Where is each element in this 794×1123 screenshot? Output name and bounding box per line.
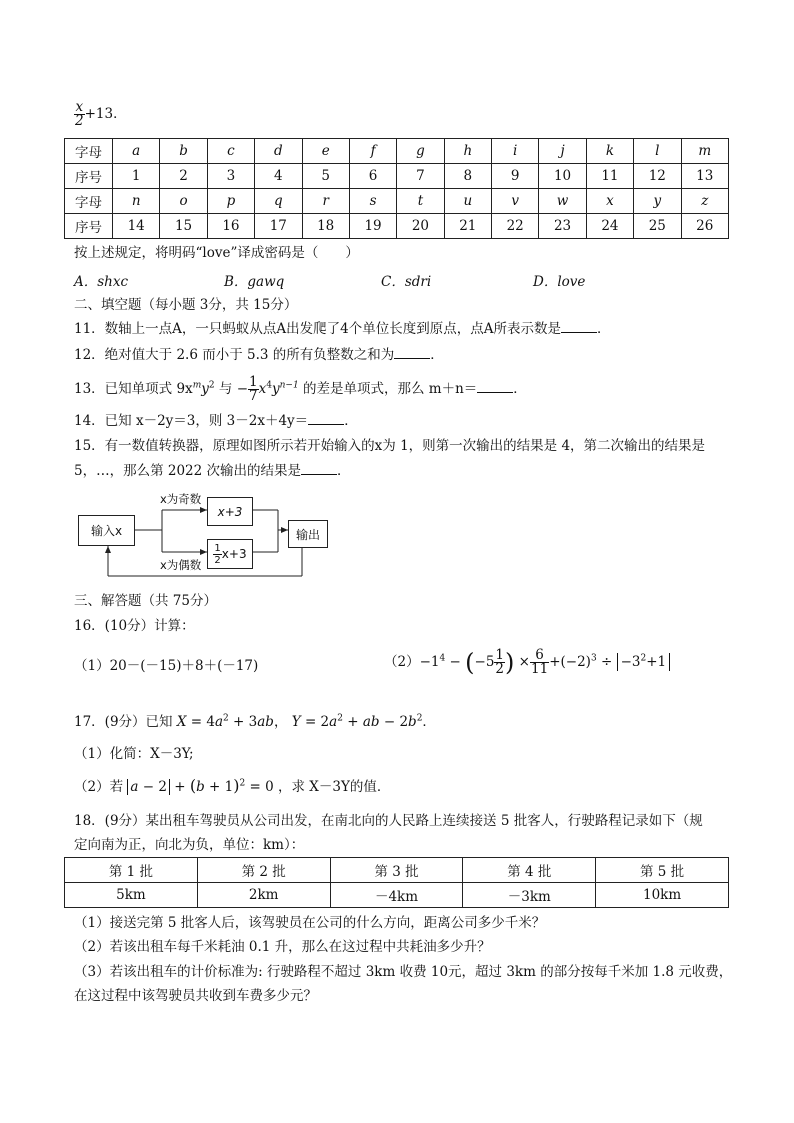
input-box: 输入x — [78, 515, 135, 546]
table-row — [65, 189, 729, 214]
q12: 12．绝对值大于 2.6 而小于 5.3 的所有负整数之和为 ． — [74, 347, 444, 363]
table-cell: 26 — [681, 214, 729, 239]
table-cell: 4 — [255, 164, 302, 189]
table-cell: l — [634, 139, 681, 164]
table-row — [65, 214, 729, 239]
q13: 13．已知单项式 $9x^my^2$ 与 − $\frac{1}{7}$ $x^4y^{n-1}$ 的差是单项式，那么 m＋n＝ ． — [74, 374, 527, 404]
row-header: 序号 — [65, 164, 113, 189]
table-cell: 17 — [255, 214, 302, 239]
table-header: 第 3 批 — [330, 858, 463, 883]
table-cell: j — [539, 139, 586, 164]
table-cell: 21 — [444, 214, 491, 239]
odd-box: x+3 — [207, 497, 253, 526]
table-cell: 5km — [65, 883, 198, 908]
row-header: 字母 — [65, 189, 113, 214]
even-label: x为偶数 — [160, 558, 202, 572]
table-cell: 23 — [539, 214, 586, 239]
table-cell: 20 — [397, 214, 444, 239]
table-cell: 24 — [586, 214, 633, 239]
q16-part2: $(2)-1^4 - (-5$ $\frac{1}{2}$ ) × $\frac{6}{11}$ $+(-2)^3 \div -3^2+1$ — [384, 649, 670, 676]
table-cell: 6 — [349, 164, 396, 189]
table-cell: －4km — [330, 883, 463, 908]
q11: 11．数轴上一点A，一只蚂蚁从点A出发爬了4个单位长度到原点，点A所表示数是 ． — [74, 321, 611, 337]
table-row — [65, 139, 729, 164]
table-cell: 16 — [207, 214, 254, 239]
q17-part2: （2）若 $a - 2 + (b + 1)^2 = 0$ ，求 X－3Y的值． — [74, 776, 391, 795]
section3-title: 三、解答题（共 75分） — [74, 593, 217, 609]
table-cell: q — [255, 189, 302, 214]
table-cell: m — [681, 139, 729, 164]
table-cell: d — [255, 139, 302, 164]
table-cell: 11 — [586, 164, 633, 189]
section2-title: 二、填空题（每小题 3分，共 15分） — [74, 297, 298, 313]
table-cell: －3km — [463, 883, 596, 908]
table-row — [65, 883, 729, 908]
table-cell: y — [634, 189, 681, 214]
table-cell: s — [349, 189, 396, 214]
q18-part1: （1）接送完第 5 批客人后，该驾驶员在公司的什么方向，距离公司多少千米？ — [74, 915, 546, 931]
table-cell: a — [113, 139, 160, 164]
q15-line1: 15．有一数值转换器，原理如图所示若开始输入的x为 1，则第一次输出的结果是 4，第二次输出的结果是 — [74, 438, 706, 454]
table-header: 第 1 批 — [65, 858, 198, 883]
table-cell: 5 — [302, 164, 349, 189]
q18-part3b: 在这过程中该驾驶员共收到车费多少元？ — [74, 988, 317, 1004]
table-cell: u — [444, 189, 491, 214]
table-header: 第 2 批 — [197, 858, 330, 883]
table-header: 第 4 批 — [463, 858, 596, 883]
table-cell: v — [492, 189, 539, 214]
option-d[interactable]: D．love — [533, 274, 586, 290]
table-cell: g — [397, 139, 444, 164]
option-a[interactable]: A．shxc — [74, 274, 129, 290]
trip-table — [64, 857, 729, 908]
table-cell: k — [586, 139, 633, 164]
table-cell: w — [539, 189, 586, 214]
table-cell: 19 — [349, 214, 396, 239]
table-cell: h — [444, 139, 491, 164]
table-cell: p — [207, 189, 254, 214]
table-cell: 12 — [634, 164, 681, 189]
q17-part1: （1）化简：X－3Y; — [74, 746, 194, 762]
q18-part3a: （3）若该出租车的计价标准为: 行驶路程不超过 3km 收费 10元，超过 3km 的部分按每千米加 1.8 元收费， — [74, 964, 733, 980]
table-cell: 2 — [160, 164, 207, 189]
table-cell: 25 — [634, 214, 681, 239]
q18-part2: （2）若该出租车每千米耗油 0.1 升，那么在这过程中共耗油多少升？ — [74, 939, 491, 955]
option-b[interactable]: B．gawq — [224, 274, 285, 290]
row-header: 序号 — [65, 214, 113, 239]
cipher-table — [64, 138, 729, 239]
option-c[interactable]: C．sdri — [381, 274, 432, 290]
output-box: 输出 — [288, 520, 328, 548]
q10-prompt: 按上述规定，将明码“love”译成密码是（ ） — [74, 245, 359, 261]
table-cell: n — [113, 189, 160, 214]
table-cell: 15 — [160, 214, 207, 239]
table-cell: 18 — [302, 214, 349, 239]
q15-line2: 5，…，那么第 2022 次输出的结果是 ． — [74, 463, 351, 479]
table-cell: z — [681, 189, 729, 214]
odd-label: x为奇数 — [160, 492, 202, 506]
table-cell: 13 — [681, 164, 729, 189]
q18-line1: 18．(9分）某出租车驾驶员从公司出发，在南北向的人民路上连续接送 5 批客人，行驶路程记录如下（规 — [74, 813, 703, 829]
table-cell: r — [302, 189, 349, 214]
table-cell: 22 — [492, 214, 539, 239]
fraction: $\frac{1}{7}$ — [249, 374, 258, 404]
table-header: 第 5 批 — [596, 858, 729, 883]
table-cell: i — [492, 139, 539, 164]
table-cell: 1 — [113, 164, 160, 189]
q16-title: 16．(10分）计算： — [74, 618, 195, 634]
table-cell: 7 — [397, 164, 444, 189]
table-cell: t — [397, 189, 444, 214]
table-cell: 8 — [444, 164, 491, 189]
even-box: $\frac{1}{2}$ x+3 — [207, 539, 253, 569]
fraction: $\frac{x}{2}$ — [75, 99, 84, 129]
table-cell: b — [160, 139, 207, 164]
table-row — [65, 164, 729, 189]
q16-part1: （1）20－(－15)＋8＋(－17) — [74, 658, 259, 674]
table-cell: c — [207, 139, 254, 164]
table-cell: e — [302, 139, 349, 164]
table-cell: 2km — [197, 883, 330, 908]
q18-line2: 定向南为正，向北为负，单位：km）： — [74, 837, 305, 853]
table-cell: o — [160, 189, 207, 214]
top-expression: $\frac{x}{2}$ +13． — [75, 99, 127, 129]
table-cell: x — [586, 189, 633, 214]
table-cell: 10km — [596, 883, 729, 908]
table-cell: f — [349, 139, 396, 164]
q17-line: 17．(9分）已知 $X = 4a^2 + 3ab$， $Y = 2a^2$ + ab − $2b^2$． — [74, 713, 436, 730]
q14: 14．已知 x－2y＝3，则 3－2x＋4y＝ ． — [74, 413, 358, 429]
table-cell: 3 — [207, 164, 254, 189]
table-header-row — [65, 858, 729, 883]
table-cell: 10 — [539, 164, 586, 189]
table-cell: 14 — [113, 214, 160, 239]
row-header: 字母 — [65, 139, 113, 164]
table-cell: 9 — [492, 164, 539, 189]
